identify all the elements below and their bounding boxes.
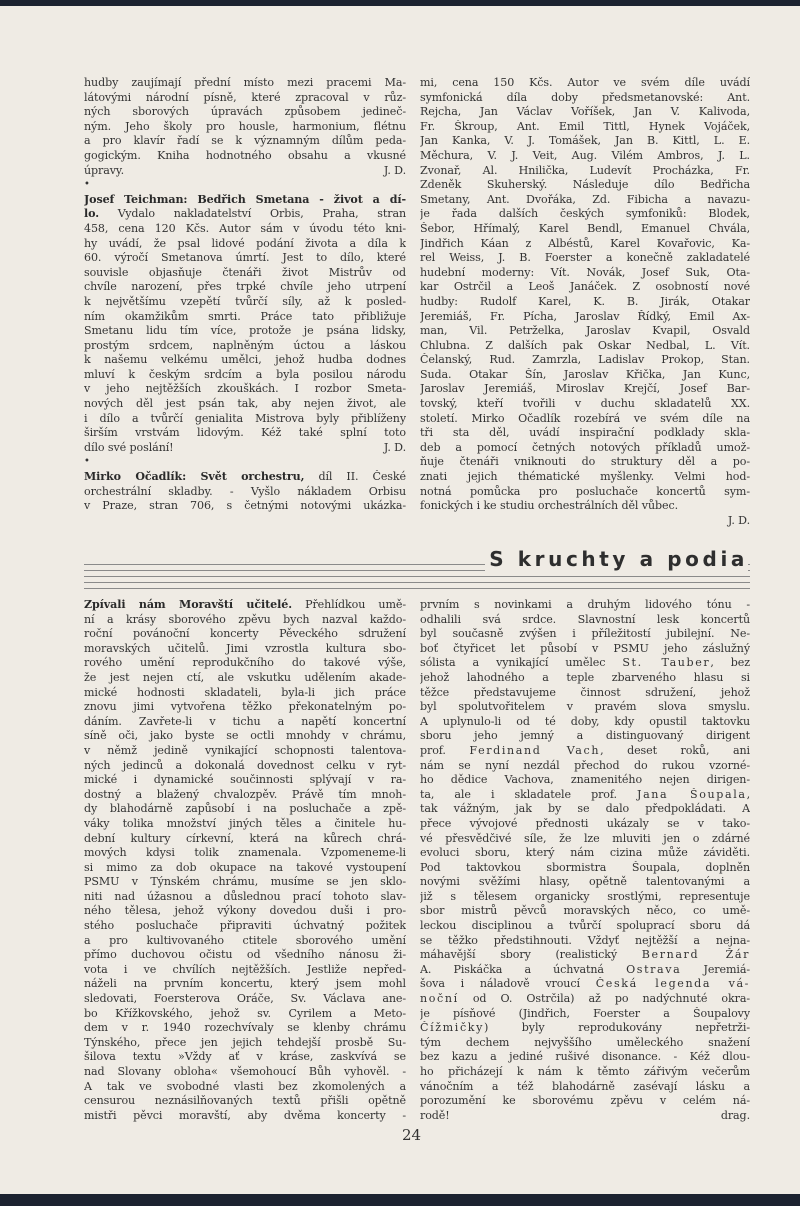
text-line: Týnského, přece jen jejich tehdejší prosbě Su-	[84, 1035, 406, 1049]
text-line: orchestrální skladby. - Vyšlo nákladem Orbisu	[84, 484, 406, 498]
text-line: dem v r. 1940 rozechvívaly se klenby chrámu	[84, 1021, 406, 1035]
text-line: mistři pěvci moravští, aby dvěma koncerty -	[84, 1108, 406, 1122]
text-fragment: ta, ale i skladatele prof.	[420, 787, 638, 801]
author-signature: J. D.	[383, 440, 406, 454]
text-line: a pro klavír řadí se k významným dílům peda-	[84, 134, 406, 148]
spaced-name: Ferdinand Vach	[469, 743, 601, 757]
text-line: odhalili svá srdce. Slavnostní lesk koncertů	[420, 612, 750, 626]
text-line: přímo duchovou očistu od všedního nánosu ži-	[84, 948, 406, 962]
text-line-end: rodě!	[420, 1108, 450, 1122]
text-line: váky tolika množství jiných těles a činitele hu-	[84, 816, 406, 830]
text-line-rest: Vydalo nakladatelství Orbis, Praha, stran	[98, 207, 406, 221]
text-fragment: sólista a vynikající umělec	[420, 656, 623, 670]
text-line-end: dílo své poslání!	[84, 440, 174, 454]
text-line: novými svěžími hlasy, opětně talentovanými a	[420, 875, 750, 889]
author-signature: J. D.	[727, 513, 750, 527]
text-line: dostný a blažený chvalozpěv. Právě tím mnoh-	[84, 787, 406, 801]
text-line: Jaroslav Jeremiáš, Miroslav Krejčí, Josef Bar-	[420, 382, 750, 396]
text-line: Šebor, Hřímalý, Karel Bendl, Emanuel Chvála,	[420, 221, 750, 235]
text-line: evoluci sboru, který nám cizina může záviděti.	[420, 846, 750, 860]
text-line: leckou disciplinou a tvůrčí spoluprací sboru dá	[420, 919, 750, 933]
text-line: hudby zaujímají přední místo mezi pracemi Ma-	[84, 76, 406, 89]
text-fragment: , deset roků, ani	[600, 743, 750, 757]
section-bullet: •	[84, 456, 90, 468]
magazine-page	[0, 6, 800, 1194]
text-line: a pro kultivovaného ctitele sborového umění	[84, 933, 406, 947]
text-line	[420, 977, 750, 992]
review-title: Josef Teichman: Bedřich Smetana - život a dí-	[84, 192, 406, 206]
text-line: mových kdysi tolik znamenala. Vzpomeneme-li	[84, 846, 406, 860]
page-number: 24	[402, 1126, 422, 1144]
text-line: tovský, kteří tvořili v duchu skladatelů XX.	[420, 397, 750, 411]
text-line: niti nad úžasnou a důslednou prací tohoto slav-	[84, 889, 406, 903]
text-line: Suda. Otakar Šín, Jaroslav Křička, Jan Kunc,	[420, 367, 750, 381]
text-line: vé přesvědčivé síle, že lze mluviti jen o zdárné	[420, 831, 750, 845]
text-line-rest: Přehlídkou umě-	[291, 598, 406, 611]
text-line: symfonická díla doby předsmetanovské: Ant.	[420, 90, 750, 104]
top-left-column	[84, 76, 406, 514]
text-line-end: úpravy.	[84, 163, 125, 177]
bottom-right-column	[420, 598, 750, 1123]
text-line	[84, 207, 406, 222]
text-line: Smetanu lidu tím více, protože je psána lidsky,	[84, 324, 406, 338]
text-line: boť čtyřicet let působí v PSMU jeho záslužný	[420, 641, 750, 655]
text-line: kar Ostrčil a Leoš Janáček. Z osobností nové	[420, 280, 750, 294]
text-line: těžce představujeme činnost sdružení, jehož	[420, 685, 750, 699]
text-line: notná pomůcka pro posluchače koncertů sym-	[420, 484, 750, 498]
text-fragment: máhavější sbory (realistický	[420, 948, 642, 962]
author-signature: drag.	[720, 1108, 750, 1122]
text-line	[420, 1021, 750, 1036]
spaced-name: Česká legenda vá-	[595, 977, 750, 991]
spaced-name: Čížmičky	[420, 1021, 484, 1035]
text-line	[420, 963, 750, 978]
text-line: rel Weiss, J. B. Foerster a konečně zakladatelé	[420, 251, 750, 265]
text-line: chvíle narození, přes trpké chvíle jeho utrpení	[84, 280, 406, 294]
text-line: nad Slovany obloha« všemohoucí Bůh vyhověl. -	[84, 1065, 406, 1078]
text-line: Pod taktovkou sbormistra Šoupala, doplněn	[420, 860, 750, 874]
text-line: mluví k českým srdcím a byla posilou národu	[84, 367, 406, 381]
text-line: man, Vil. Petrželka, Jaroslav Kvapil, Osvald	[420, 324, 750, 338]
text-line: jehož lahodného a teple zbarveného hlasu si	[420, 670, 750, 684]
text-line	[420, 656, 750, 671]
section-bullet: •	[84, 179, 90, 191]
section-title: S kruchty a podia	[485, 546, 748, 572]
top-right-column	[420, 76, 750, 528]
text-line: bez kazu a jediné rušivé disonance. - Kéž dlou-	[420, 1050, 750, 1064]
spaced-name: St. Tauber	[622, 656, 711, 670]
text-line: Smetany, Ant. Dvořáka, Zd. Fibicha a navazu-	[420, 192, 750, 206]
text-line: roční povánoční koncerty Pěveckého sdružení	[84, 627, 406, 641]
text-line: Jindřich Káan z Albéstů, Karel Kovařovic, Ka-	[420, 236, 750, 250]
text-line: censurou neznásilňovaných textů přišli opětně	[84, 1094, 406, 1108]
text-line: rového umění reprodukčního do takové výše,	[84, 656, 406, 670]
text-line: k největšímu vzepětí tvůrčí síly, až k posled-	[84, 294, 406, 308]
text-line: mické hodnosti skladateli, byla-li jich práce	[84, 685, 406, 699]
staff-line	[84, 588, 750, 589]
spaced-name: Ostrava	[626, 962, 682, 976]
text-line: k našemu velkému umělci, jehož hudba dodnes	[84, 353, 406, 367]
staff-line	[84, 582, 750, 583]
text-line: stého posluchače připraviti úchvatný požitek	[84, 919, 406, 933]
text-line: si mimo za dob okupace na takové vystoupení	[84, 860, 406, 874]
review-title: Mirko Očadlík: Svět orchestru,	[84, 470, 305, 484]
text-line: hudby: Rudolf Karel, K. B. Jirák, Otakar	[420, 294, 750, 308]
text-line: Čelanský, Rud. Zamrzla, Ladislav Prokop, Stan.	[420, 353, 750, 367]
article-title: Zpívali nám Moravští učitelé.	[84, 598, 292, 611]
text-line: mické i dynamické součinnosti splývají v ra-	[84, 773, 406, 787]
text-line: mi, cena 150 Kčs. Autor ve svém díle uvádí	[420, 76, 750, 89]
text-line	[420, 948, 750, 963]
text-line: ho dědice Vachova, znamenitého nejen dirigen-	[420, 773, 750, 787]
text-line: i dílo a tvůrčí genialita Mistrova byly přiblíženy	[84, 411, 406, 425]
text-line: Rejcha, Jan Václav Voříšek, Jan V. Kalivoda,	[420, 105, 750, 119]
text-line: vánočním a též blahodárně zasévají lásku a	[420, 1079, 750, 1093]
text-line: byl spolutvořitelem v pravém slova smyslu.	[420, 700, 750, 714]
text-line	[84, 164, 406, 179]
text-line: Měchura, V. J. Veit, Aug. Vilém Ambros, J. L.	[420, 148, 750, 162]
text-line	[420, 744, 750, 759]
text-line	[420, 1109, 750, 1124]
text-line: ných jedinců a dokonalá dovednost celku v ryt-	[84, 758, 406, 772]
text-line: tým dechem nejvyššího uměleckého snažení	[420, 1035, 750, 1049]
text-line: souvisle objasňuje čtenáři život Mistrův od	[84, 265, 406, 279]
text-line: A uplynulo-li od té doby, kdy opustil taktovku	[420, 714, 750, 728]
text-line	[84, 441, 406, 456]
text-fragment: ,	[746, 787, 750, 801]
text-fragment: ) byly reprodukovány nepřetrži-	[483, 1021, 750, 1035]
text-line: šilova textu »Vždy ať v kráse, zaskvívá se	[84, 1050, 406, 1064]
text-line: náželi na prvním koncertu, který jsem mohl	[84, 977, 406, 991]
text-line: Fr. Škroup, Ant. Emil Tittl, Hynek Vojáček,	[420, 119, 750, 133]
text-line: Chlubna. Z dalších pak Oskar Nedbal, L. Vít.	[420, 338, 750, 352]
bottom-left-column	[84, 598, 406, 1123]
text-line: látovými národní písně, které zpracoval v růz-	[84, 90, 406, 104]
text-line: Jan Kanka, V. J. Tomášek, Jan B. Kittl, L. E.	[420, 134, 750, 148]
text-line: bo Křížkovského, jehož sv. Cyrilem a Meto-	[84, 1006, 406, 1020]
text-line: ní a krásy sborového zpěvu bych nazval každo-	[84, 612, 406, 626]
text-line: v jeho nejtěžších zkouškách. I rozbor Smeta-	[84, 382, 406, 396]
text-line: fonických i ke studiu orchestrálních děl vůbec.	[420, 499, 679, 513]
text-line: ným. Jeho školy pro housle, harmonium, flétnu	[84, 119, 406, 133]
text-line: dební kultury církevní, která na kůrech chrá-	[84, 831, 406, 845]
text-line: ných sborových úpravách způsobem jedineč-	[84, 105, 406, 119]
text-line: je řada dalších českých symfoniků: Blodek,	[420, 207, 750, 221]
author-signature: J. D.	[383, 163, 406, 177]
text-line: 458, cena 120 Kčs. Autor sám v úvodu této kni-	[84, 221, 406, 235]
text-line	[420, 788, 750, 803]
spaced-name: noční	[420, 992, 459, 1006]
text-line: prostým srdcem, naplněným úctou a láskou	[84, 338, 406, 352]
text-line-rest: díl II. České	[304, 470, 406, 484]
staff-line	[84, 576, 750, 577]
spaced-name: Bernard Žár	[641, 948, 750, 962]
text-line: sledovati, Foersterova Oráče, Sv. Václava ane-	[84, 992, 406, 1006]
text-fragment: prof.	[420, 743, 470, 757]
text-fragment: šova i náladově vroucí	[420, 977, 596, 991]
text-line: tak vážným, jak by se dalo předpokládati. A	[420, 802, 750, 816]
text-line: dy blahodárně zapůsobí i na posluchače a zpě-	[84, 802, 406, 816]
text-line: nám se nyní nezdál přechod do rukou vzorné-	[420, 758, 750, 772]
text-line: v němž jedině vynikající schopnosti talentova-	[84, 743, 406, 757]
text-line: hy uvádí, že psal lidové podání života a díla k	[84, 236, 406, 250]
text-fragment: , bez	[710, 656, 750, 670]
text-line: širším vrstvám lidovým. Kéž také splní toto	[84, 426, 406, 440]
text-line: síně oči, jako byste se octli mnohdy v chrámu,	[84, 729, 406, 743]
text-line: dáním. Zavřete-li v tichu a napětí koncertní	[84, 714, 406, 728]
text-line: století. Mirko Očadlík rozebírá ve svém díle na	[420, 411, 750, 425]
text-line: byl současně zvýšen i příležitostí jubilejní. Ne-	[420, 627, 750, 641]
text-line: že jest nejen ctí, ale vskutku udělením akade-	[84, 670, 406, 684]
text-fragment: od O. Ostrčila) až po nadýchnuté okra-	[458, 992, 750, 1006]
text-line: ho přicházejí k nám k těmto zářivým večerům	[420, 1065, 750, 1078]
review-title-end: lo.	[84, 207, 99, 221]
text-line: v Praze, stran 706, s četnými notovými ukázka-	[84, 499, 406, 513]
text-line: ním okamžikům smrti. Práce tato přibližuje	[84, 309, 406, 323]
text-line: PSMU v Týnském chrámu, musíme se jen sklo-	[84, 875, 406, 889]
text-line: hudební moderny: Vít. Novák, Josef Suk, Ota-	[420, 265, 750, 279]
text-line: gogickým. Kniha hodnotného obsahu a vkusné	[84, 148, 406, 162]
section-header	[84, 546, 750, 590]
text-line: nových děl jest psán tak, aby nejen život, ale	[84, 397, 406, 411]
text-line: prvním s novinkami a druhým lidového tónu -	[420, 598, 750, 611]
text-line: sboru jeho jemný a distinguovaný dirigent	[420, 729, 750, 743]
text-line: znati jejich thématické myšlenky. Velmi hod-	[420, 470, 750, 484]
text-line: znovu jimi vytvořena těžko překonatelným po-	[84, 700, 406, 714]
text-fragment: A. Piskáčka a úchvatná	[420, 962, 627, 976]
text-line: již s tělesem organicky srostlými, representuje	[420, 889, 750, 903]
review-title-line	[84, 193, 406, 208]
text-line: je písňové (Jindřich, Foerster a Šoupalovy	[420, 1006, 750, 1020]
spaced-name: Jana Šoupala	[637, 787, 747, 801]
text-line: A tak ve svobodné vlasti bez zkomolených a	[84, 1079, 406, 1093]
text-line: 60. výročí Smetanova úmrtí. Jest to dílo, které	[84, 251, 406, 265]
text-line: porozumění ke sborovému zpěvu v celém ná-	[420, 1094, 750, 1108]
text-line: ňuje čtenáři vniknouti do struktury děl a po-	[420, 455, 750, 469]
text-fragment: Jeremiá-	[681, 962, 750, 976]
text-line: Jeremiáš, Fr. Pícha, Jaroslav Řídký, Emil Ax-	[420, 309, 750, 323]
text-line: Zvonař, Al. Hnilička, Ludevít Procházka, Fr.	[420, 163, 750, 177]
text-line: tři sta děl, uvádí inspirační podklady skla-	[420, 426, 750, 440]
article-title-line	[84, 598, 406, 613]
text-line: sbor mistrů pěvců moravských něco, co umě-	[420, 904, 750, 918]
text-line	[420, 992, 750, 1007]
text-line: se těžko předstihnouti. Vždyť nejtěžší a nejna-	[420, 933, 750, 947]
review-title-line	[84, 470, 406, 485]
text-line: deb a pomocí četných notových příkladů umož-	[420, 440, 750, 454]
text-line: přece vývojové přednosti ukázaly se v tako-	[420, 816, 750, 830]
text-line: moravských učitelů. Jimi vzrostla kultura sbo-	[84, 641, 406, 655]
text-line: ného tělesa, jehož výkony dovedou duši i pro-	[84, 904, 406, 918]
text-line: Zdeněk Skuherský. Následuje dílo Bedřicha	[420, 178, 750, 192]
text-line: vota i ve chvílích nejtěžších. Jestliže nepřed-	[84, 962, 406, 976]
